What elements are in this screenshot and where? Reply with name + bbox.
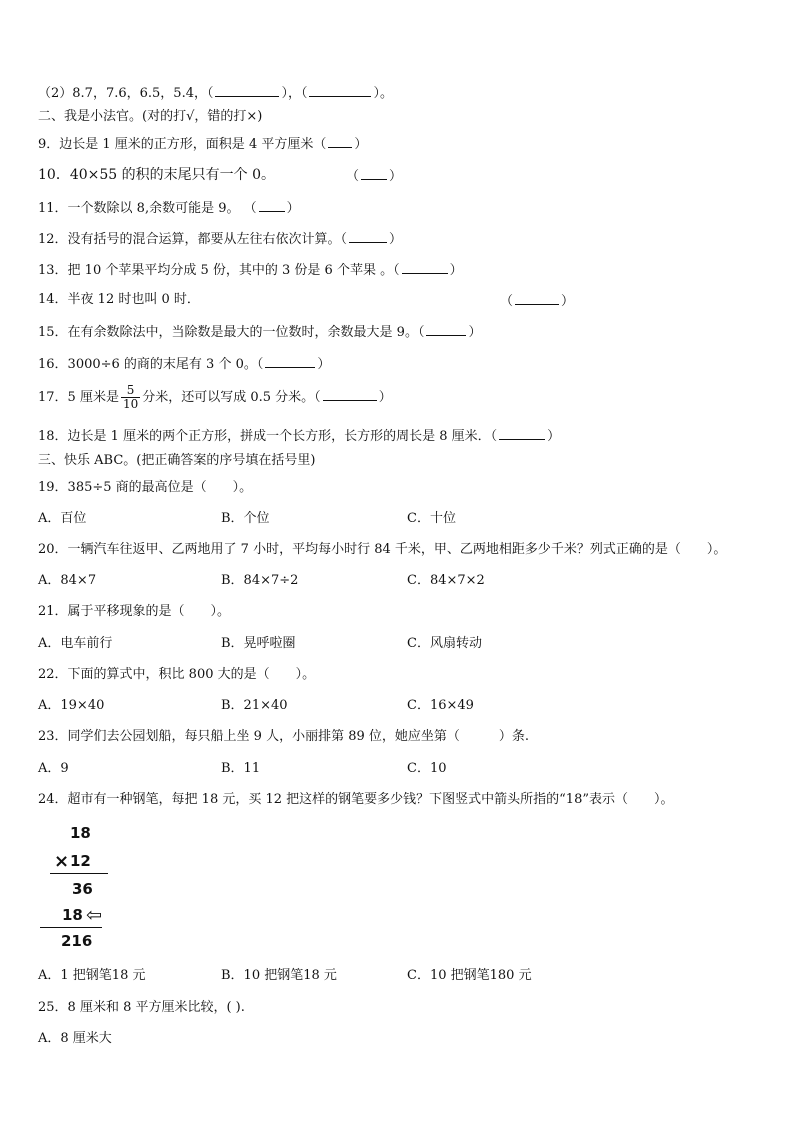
calc-rule-2 (40, 927, 102, 928)
option-c[interactable]: C．10 把钢笔180 元 (407, 968, 532, 983)
option-b[interactable]: B．21×40 (221, 698, 288, 713)
question-10-answer (346, 167, 402, 185)
answer-blank[interactable] (323, 388, 377, 401)
paren-close: ） (354, 137, 368, 152)
paren-open: （ (500, 294, 514, 309)
answer-blank[interactable] (259, 199, 285, 212)
question-20: 20．一辆汽车往返甲、乙两地用了 7 小时，平均每小时行 84 千米，甲、乙两地相距多少千米？列式正确的是（ ）。 (38, 542, 727, 557)
calc-row-3: 36 (72, 880, 93, 898)
fraction-numerator: 5 (126, 383, 135, 397)
answer-blank[interactable] (215, 84, 279, 97)
question-text: 18．边长是 1 厘米的两个正方形，拼成一个长方形，长方形的周长是 8 厘米．（ (38, 429, 498, 444)
question-14-answer (500, 292, 574, 310)
question-text: 10．40×55 的积的末尾只有一个 0。 (38, 167, 275, 183)
question-text-cont: 分米，还可以写成 0.5 分米。（ (142, 390, 321, 405)
option-a[interactable]: A．19×40 (38, 698, 105, 713)
option-c[interactable]: C．十位 (407, 511, 456, 526)
question-21: 21．属于平移现象的是（ ）。 (38, 604, 231, 619)
question-12 (38, 230, 402, 248)
question-text: 12．没有括号的混合运算，都要从左往右依次计算。（ (38, 232, 348, 247)
option-a[interactable]: A．电车前行 (38, 636, 113, 651)
q8-2-mid: ），（ (281, 86, 308, 101)
paren-close: ） (547, 429, 561, 444)
left-arrow-icon: ⇦ (86, 904, 102, 926)
calc-row-5: 216 (61, 932, 93, 950)
calc-rule-1 (50, 873, 108, 874)
option-b[interactable]: B．个位 (221, 511, 270, 526)
answer-blank[interactable] (426, 323, 466, 336)
option-c[interactable]: C．10 (407, 761, 447, 776)
answer-blank[interactable] (515, 292, 559, 305)
fraction-denominator: 10 (122, 397, 139, 411)
section-2-heading: 二、我是小法官。(对的打√，错的打×) (38, 109, 263, 124)
paren-close: ） (449, 263, 463, 278)
question-text: 14．半夜 12 时也叫 0 时． (38, 292, 200, 307)
question-22: 22．下面的算式中，积比 800 大的是（ ）。 (38, 667, 316, 682)
option-a[interactable]: A．8 厘米大 (38, 1031, 112, 1046)
question-9 (38, 135, 367, 153)
question-text: 15．在有余数除法中，当除数是最大的一位数时，余数最大是 9。（ (38, 325, 425, 340)
answer-blank[interactable] (499, 427, 545, 440)
option-a[interactable]: A．9 (38, 761, 69, 776)
question-25: 25．8 厘米和 8 平方厘米比较，( ). (38, 1000, 245, 1015)
paren-close: ） (378, 390, 392, 405)
answer-blank[interactable] (361, 167, 387, 180)
answer-blank[interactable] (265, 355, 315, 368)
paren-close: ） (286, 201, 300, 216)
question-14 (38, 292, 200, 308)
q8-2-post: ）。 (373, 86, 393, 101)
answer-blank[interactable] (328, 135, 352, 148)
option-b[interactable]: B．84×7÷2 (221, 573, 299, 588)
question-10 (38, 167, 275, 183)
question-18 (38, 427, 560, 445)
option-b[interactable]: B．10 把钢笔18 元 (221, 968, 337, 983)
q8-2-line (38, 84, 393, 102)
paren-open: （ (346, 169, 360, 184)
paren-close: ） (317, 357, 331, 372)
question-19: 19．385÷5 商的最高位是（ ）。 (38, 480, 253, 495)
option-c[interactable]: C．16×49 (407, 698, 474, 713)
times-sign: × (54, 851, 70, 872)
calc-row-4: 18 (62, 906, 83, 924)
question-17 (38, 384, 392, 412)
question-15 (38, 323, 481, 341)
option-a[interactable]: A．1 把钢笔18 元 (38, 968, 146, 983)
fraction (121, 384, 140, 411)
paren-close: ） (468, 325, 482, 340)
question-23: 23．同学们去公园划船，每只船上坐 9 人，小丽排第 89 位，她应坐第（ ）条. (38, 729, 530, 744)
question-text: 9．边长是 1 厘米的正方形，面积是 4 平方厘米（ (38, 137, 327, 152)
section-3-heading: 三、快乐 ABC。(把正确答案的序号填在括号里) (38, 453, 316, 468)
answer-blank[interactable] (309, 84, 371, 97)
question-11 (38, 199, 300, 217)
calc-row-2: 12 (70, 852, 91, 870)
question-text: 13．把 10 个苹果平均分成 5 份，其中的 3 份是 6 个苹果 。（ (38, 263, 400, 278)
q8-2-pre: （2）8.7，7.6，6.5，5.4，（ (38, 86, 214, 101)
question-13 (38, 261, 463, 279)
answer-blank[interactable] (402, 261, 448, 274)
option-a[interactable]: A．百位 (38, 511, 87, 526)
paren-close: ） (389, 232, 403, 247)
option-c[interactable]: C．风扇转动 (407, 636, 482, 651)
question-text: 16．3000÷6 的商的末尾有 3 个 0。（ (38, 357, 264, 372)
paren-close: ） (389, 169, 403, 184)
option-a[interactable]: A．84×7 (38, 573, 97, 588)
option-c[interactable]: C．84×7×2 (407, 573, 485, 588)
question-text: 17．5 厘米是 (38, 390, 119, 405)
paren-close: ） (561, 294, 575, 309)
option-b[interactable]: B．11 (221, 761, 261, 776)
question-16 (38, 355, 330, 373)
answer-blank[interactable] (349, 230, 387, 243)
option-b[interactable]: B．晃呼啦圈 (221, 636, 296, 651)
question-24: 24．超市有一种钢笔，每把 18 元，买 12 把这样的钢笔要多少钱？下图竖式中箭头所指的“18”表示（ ）。 (38, 792, 674, 807)
question-text: 11．一个数除以 8,余数可能是 9。 （ (38, 201, 257, 216)
calc-row-1: 18 (70, 824, 91, 842)
